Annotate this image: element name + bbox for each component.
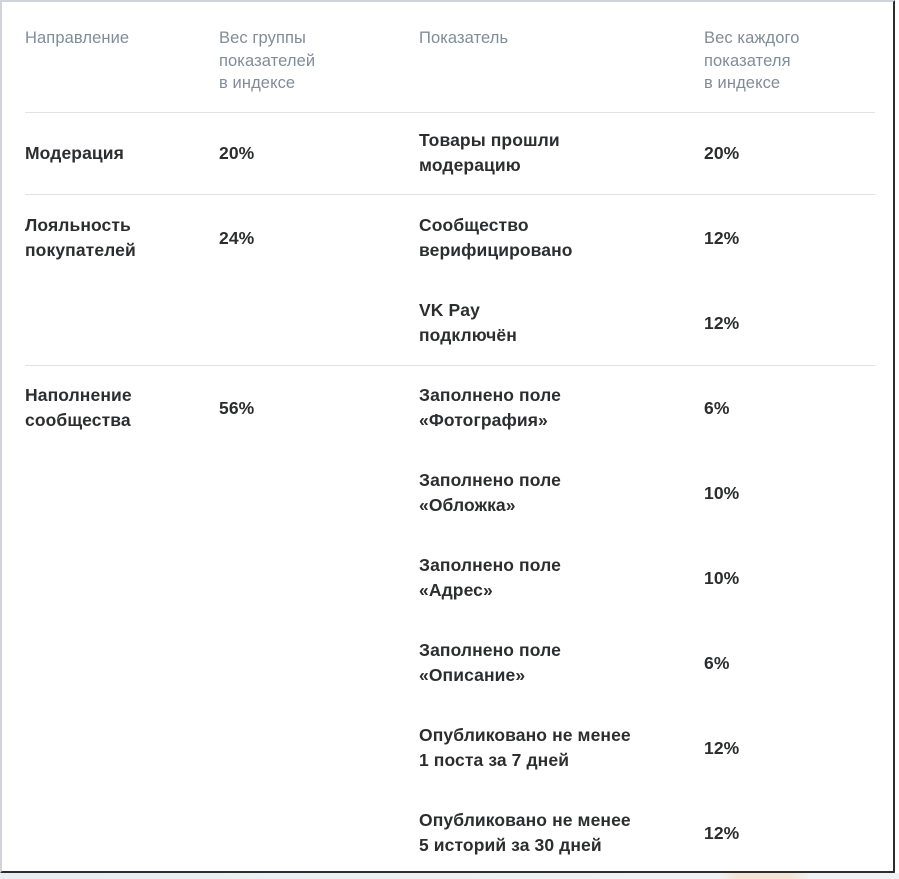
indicator-name-line: «Описание» bbox=[419, 665, 526, 685]
group-weight: 24% bbox=[219, 228, 255, 248]
group-direction bbox=[25, 213, 136, 263]
group-direction-line: Лояльность bbox=[25, 215, 131, 235]
indicator-name-line: Заполнено поле bbox=[419, 470, 561, 490]
header-indicator-weight bbox=[704, 27, 800, 95]
indicator-name-line: «Обложка» bbox=[419, 495, 516, 515]
indicator-weight: 6% bbox=[704, 398, 730, 418]
indicator-weight: 12% bbox=[704, 313, 740, 333]
indicator-weight: 20% bbox=[704, 143, 740, 163]
group-direction-line: покупателей bbox=[25, 240, 136, 260]
group-weight: 20% bbox=[219, 143, 255, 163]
header-indicator-weight-line: Вес каждого bbox=[704, 29, 800, 47]
indicator-name bbox=[419, 128, 560, 178]
header-group-weight-line: Вес группы bbox=[219, 29, 307, 47]
indicator-name-line: верифицировано bbox=[419, 240, 573, 260]
header-direction bbox=[25, 27, 129, 50]
indicator-weight: 10% bbox=[704, 568, 740, 588]
indicator-name-line: 1 поста за 7 дней bbox=[419, 750, 570, 770]
group-direction-line: Модерация bbox=[25, 143, 124, 163]
group-weight: 56% bbox=[219, 398, 255, 418]
indicator-name bbox=[419, 723, 631, 773]
group-direction bbox=[25, 141, 124, 166]
table-group-content bbox=[25, 366, 875, 873]
indicator-name bbox=[419, 638, 561, 688]
indicator-name bbox=[419, 383, 561, 433]
indicator-name-line: модерацию bbox=[419, 155, 521, 175]
header-indicator-label: Показатель bbox=[419, 29, 509, 47]
indicator-name-line: Товары прошли bbox=[419, 130, 560, 150]
indicator-name bbox=[419, 468, 561, 518]
header-group-weight bbox=[219, 27, 315, 95]
table-group-moderation bbox=[25, 112, 875, 195]
indicator-name-line: Опубликовано не менее bbox=[419, 725, 631, 745]
indicator-name bbox=[419, 298, 517, 348]
indicator-weight: 12% bbox=[704, 228, 740, 248]
indicator-weight: 6% bbox=[704, 653, 730, 673]
group-direction-line: сообщества bbox=[25, 410, 131, 430]
indicator-weight: 12% bbox=[704, 738, 740, 758]
header-indicator bbox=[419, 27, 508, 50]
indicator-name-line: подключён bbox=[419, 325, 517, 345]
indicator-weight: 10% bbox=[704, 483, 740, 503]
group-direction bbox=[25, 383, 132, 433]
indicator-name-line: «Фотография» bbox=[419, 410, 548, 430]
group-direction-line: Наполнение bbox=[25, 385, 132, 405]
table-group-loyalty bbox=[25, 195, 875, 366]
bottom-edge-strip bbox=[0, 873, 899, 879]
indicator-name-line: Сообщество bbox=[419, 215, 529, 235]
indicator-name-line: Заполнено поле bbox=[419, 640, 561, 660]
indicator-name bbox=[419, 808, 631, 858]
indicator-name-line: Заполнено поле bbox=[419, 555, 561, 575]
indicator-name-line: 5 историй за 30 дней bbox=[419, 835, 602, 855]
header-indicator-weight-line: показателя bbox=[704, 51, 791, 70]
table-header bbox=[25, 2, 875, 113]
indicator-name-line: «Адрес» bbox=[419, 580, 493, 600]
indicator-name-line: VK Pay bbox=[419, 300, 480, 320]
indicator-name bbox=[419, 553, 561, 603]
indicator-name-line: Опубликовано не менее bbox=[419, 810, 631, 830]
indicator-name bbox=[419, 213, 573, 263]
header-indicator-weight-line: в индексе bbox=[704, 74, 781, 92]
header-direction-label: Направление bbox=[25, 29, 130, 47]
indicator-name-line: Заполнено поле bbox=[419, 385, 561, 405]
indicator-weight: 12% bbox=[704, 823, 740, 843]
header-group-weight-line: показателей bbox=[219, 51, 316, 70]
header-group-weight-line: в индексе bbox=[219, 74, 296, 92]
